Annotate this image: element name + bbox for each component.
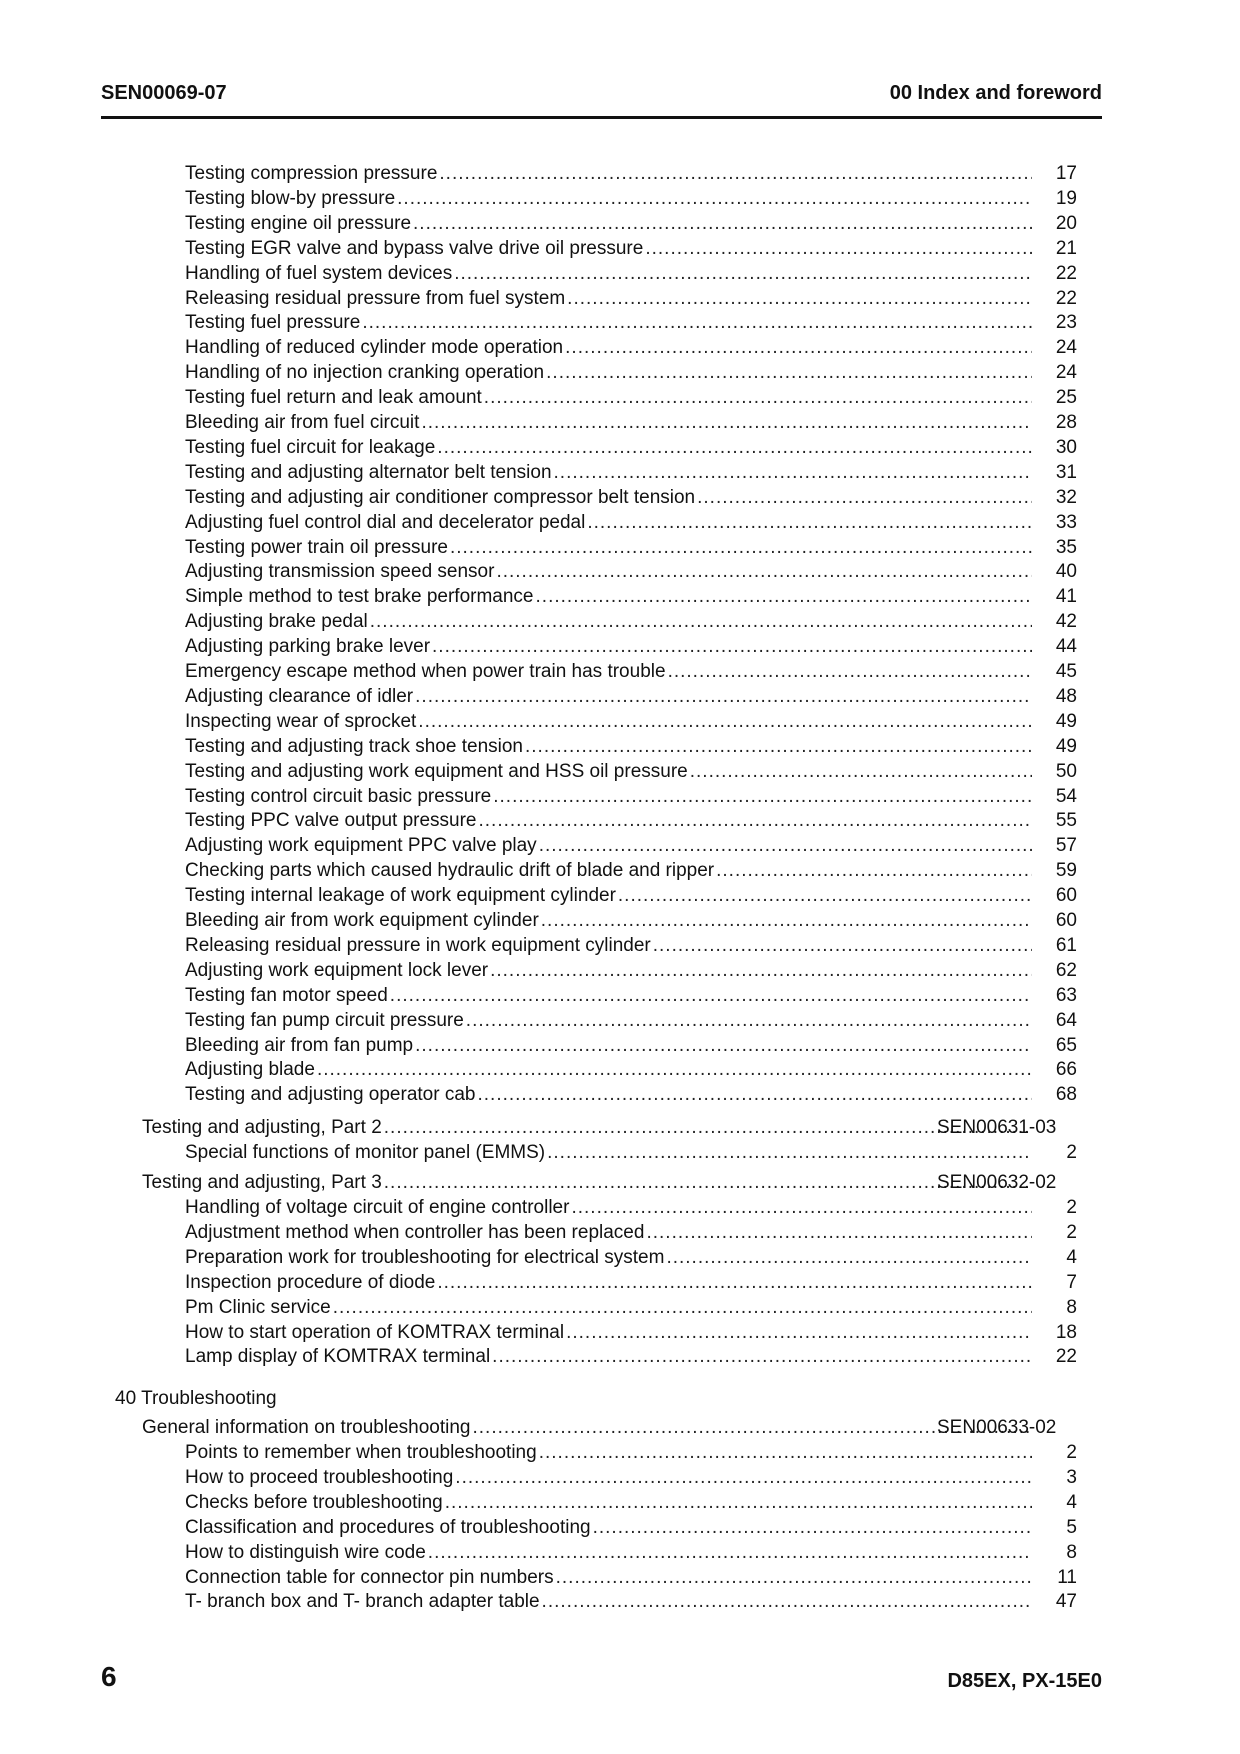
toc-entry-title: Testing internal leakage of work equipment cylinder	[185, 885, 616, 906]
dot-leader	[587, 511, 1032, 535]
toc-entry-page: 32	[1055, 487, 1077, 508]
toc-entry[interactable]	[185, 1491, 1034, 1515]
toc-entry[interactable]	[185, 1196, 1034, 1220]
toc-entry[interactable]	[185, 760, 1034, 784]
dot-leader	[547, 1141, 1032, 1165]
dot-leader	[397, 187, 1032, 211]
toc-entry-title: Special functions of monitor panel (EMMS)	[185, 1142, 546, 1163]
toc-entry-title: How to start operation of KOMTRAX terminal	[185, 1322, 565, 1343]
dot-leader	[477, 1083, 1032, 1107]
dot-leader	[697, 486, 1032, 510]
toc-entry-page: 47	[1055, 1591, 1077, 1612]
toc-entry-page: 49	[1055, 736, 1077, 757]
toc-entry-page: 18	[1055, 1322, 1077, 1343]
dot-leader	[525, 735, 1032, 759]
toc-entry-page: 11	[1057, 1567, 1077, 1588]
toc-part-entry-code: SEN00633-02	[937, 1417, 1057, 1438]
toc-entry-page: 25	[1055, 387, 1077, 408]
toc-entry-page: 21	[1055, 238, 1077, 259]
toc-entry[interactable]	[185, 262, 1034, 286]
toc-entry[interactable]	[185, 1034, 1034, 1058]
toc-entry-page: 23	[1055, 312, 1077, 333]
toc-entry-page: 22	[1055, 288, 1077, 309]
toc-entry-title: Adjusting work equipment PPC valve play	[185, 835, 537, 856]
toc-entry-title: Testing compression pressure	[185, 163, 438, 184]
toc-entry-title: Adjusting transmission speed sensor	[185, 561, 495, 582]
toc-entry-title: Testing fuel return and leak amount	[185, 387, 482, 408]
toc-entry-page: 20	[1055, 213, 1077, 234]
dot-leader	[454, 262, 1032, 286]
toc-entry-page: 4	[1066, 1492, 1077, 1513]
toc-entry-page: 2	[1066, 1442, 1077, 1463]
toc-entry-title: Testing fuel circuit for leakage	[185, 437, 436, 458]
toc-entry-page: 2	[1066, 1222, 1077, 1243]
toc-entry[interactable]	[185, 212, 1034, 236]
toc-entry-title: Testing and adjusting air conditioner compressor belt tension	[185, 487, 696, 508]
toc-entry[interactable]	[185, 486, 1034, 510]
document-code: SEN00069-07	[101, 82, 227, 104]
toc-entry-page: 41	[1055, 586, 1077, 607]
toc-entry-title: T- branch box and T- branch adapter table	[185, 1591, 540, 1612]
toc-entry[interactable]	[185, 1590, 1034, 1614]
toc-entry-title: Testing control circuit basic pressure	[185, 786, 492, 807]
toc-entry-page: 60	[1055, 885, 1077, 906]
dot-leader	[484, 386, 1032, 410]
toc-entry-title: Testing fuel pressure	[185, 312, 361, 333]
dot-leader	[479, 809, 1033, 833]
model-label: D85EX, PX-15E0	[947, 1670, 1102, 1692]
toc-entry-page: 28	[1055, 412, 1077, 433]
toc-entry-title: Bleeding air from fuel circuit	[185, 412, 420, 433]
toc-entry[interactable]	[185, 685, 1034, 709]
toc-entry-page: 22	[1055, 1346, 1077, 1367]
toc-entry[interactable]	[185, 834, 1034, 858]
dot-leader	[466, 1009, 1032, 1033]
toc-entry-page: 50	[1055, 761, 1077, 782]
toc-entry[interactable]	[185, 1296, 1034, 1320]
toc-part-entry[interactable]	[142, 1416, 1034, 1440]
toc-entry-page: 31	[1055, 462, 1077, 483]
toc-entry-title: Releasing residual pressure from fuel system	[185, 288, 566, 309]
dot-leader	[646, 1221, 1032, 1245]
dot-leader	[437, 1271, 1032, 1295]
toc-entry[interactable]	[185, 1221, 1034, 1245]
toc-entry[interactable]	[185, 1345, 1034, 1369]
dot-leader	[445, 1491, 1032, 1515]
toc-entry[interactable]	[185, 1246, 1034, 1270]
toc-entry-page: 44	[1055, 636, 1077, 657]
dot-leader	[362, 311, 1032, 335]
dot-leader	[716, 859, 1032, 883]
toc-entry[interactable]	[185, 287, 1034, 311]
dot-leader	[384, 1171, 1032, 1195]
toc-entry[interactable]	[185, 560, 1034, 584]
toc-part-entry-code: SEN00631-03	[937, 1117, 1057, 1138]
dot-leader	[496, 560, 1032, 584]
toc-entry-title: Emergency escape method when power train has trouble	[185, 661, 666, 682]
toc-entry-title: Pm Clinic service	[185, 1297, 331, 1318]
toc-entry-page: 22	[1055, 263, 1077, 284]
toc-entry-page: 65	[1055, 1035, 1077, 1056]
toc-entry-title: Releasing residual pressure in work equipment cylinder	[185, 935, 651, 956]
dot-leader	[565, 336, 1032, 360]
dot-leader	[413, 212, 1032, 236]
toc-entry-title: Testing and adjusting operator cab	[185, 1084, 476, 1105]
dot-leader	[618, 884, 1032, 908]
dot-leader	[653, 934, 1032, 958]
toc-entry-page: 60	[1055, 910, 1077, 931]
toc-entry-title: Testing fan pump circuit pressure	[185, 1010, 464, 1031]
dot-leader	[490, 959, 1032, 983]
dot-leader	[539, 1441, 1032, 1465]
dot-leader	[541, 909, 1032, 933]
dot-leader	[666, 1246, 1032, 1270]
toc-entry-title: Bleeding air from work equipment cylinder	[185, 910, 539, 931]
toc-entry[interactable]	[185, 237, 1034, 261]
toc-entry-title: How to distinguish wire code	[185, 1542, 426, 1563]
toc-entry[interactable]	[185, 809, 1034, 833]
toc-entry-title: Points to remember when troubleshooting	[185, 1442, 537, 1463]
toc-entry[interactable]	[185, 710, 1034, 734]
toc-part-entry[interactable]	[142, 1171, 1034, 1195]
toc-entry[interactable]	[185, 660, 1034, 684]
toc-entry-title: Adjusting clearance of idler	[185, 686, 414, 707]
toc-entry[interactable]	[185, 386, 1034, 410]
toc-entry[interactable]	[185, 311, 1034, 335]
toc-entry[interactable]	[185, 610, 1034, 634]
toc-entry[interactable]	[185, 1321, 1034, 1345]
dot-leader	[455, 1466, 1032, 1490]
dot-leader	[492, 1345, 1032, 1369]
toc-entry-page: 59	[1055, 860, 1077, 881]
dot-leader	[567, 287, 1032, 311]
header-rule	[101, 116, 1102, 119]
toc-entry-page: 3	[1066, 1467, 1077, 1488]
dot-leader	[542, 1590, 1032, 1614]
toc-entry-page: 45	[1055, 661, 1077, 682]
toc-entry-page: 64	[1055, 1010, 1077, 1031]
toc-entry[interactable]	[185, 1141, 1034, 1165]
toc-entry[interactable]	[185, 1466, 1034, 1490]
toc-entry-title: Adjusting blade	[185, 1059, 315, 1080]
toc-entry-title: Handling of fuel system devices	[185, 263, 453, 284]
toc-entry[interactable]	[185, 187, 1034, 211]
toc-entry[interactable]	[185, 1516, 1034, 1540]
dot-leader	[415, 685, 1032, 709]
dot-leader	[571, 1196, 1032, 1220]
toc-entry-page: 19	[1055, 188, 1077, 209]
toc-entry[interactable]	[185, 1083, 1034, 1107]
toc-entry-title: Connection table for connector pin numbers	[185, 1567, 554, 1588]
toc-entry-title: Adjusting parking brake lever	[185, 636, 431, 657]
toc-entry-page: 49	[1055, 711, 1077, 732]
toc-entry-title: Adjustment method when controller has been replaced	[185, 1222, 645, 1243]
toc-entry-title: Checking parts which caused hydraulic drift of blade and ripper	[185, 860, 715, 881]
dot-leader	[428, 1541, 1032, 1565]
dot-leader	[539, 834, 1032, 858]
toc-entry[interactable]	[185, 436, 1034, 460]
dot-leader	[317, 1058, 1032, 1082]
toc-entry-page: 35	[1055, 537, 1077, 558]
toc-entry-page: 61	[1055, 935, 1077, 956]
toc-entry[interactable]	[185, 536, 1034, 560]
toc-entry[interactable]	[185, 1271, 1034, 1295]
toc-entry-page: 2	[1066, 1197, 1077, 1218]
toc-entry-title: Testing PPC valve output pressure	[185, 810, 477, 831]
dot-leader	[593, 1516, 1032, 1540]
toc-entry-page: 24	[1055, 362, 1077, 383]
toc-part-entry[interactable]	[142, 1116, 1034, 1140]
toc-entry[interactable]	[185, 909, 1034, 933]
toc-entry[interactable]	[185, 336, 1034, 360]
toc-entry-page: 68	[1055, 1084, 1077, 1105]
toc-entry[interactable]	[185, 1009, 1034, 1033]
toc-entry-page: 55	[1055, 810, 1077, 831]
dot-leader	[418, 710, 1032, 734]
toc-entry-title: Adjusting brake pedal	[185, 611, 368, 632]
dot-leader	[437, 436, 1032, 460]
page-number: 6	[101, 1661, 117, 1692]
toc-entry[interactable]	[185, 411, 1034, 435]
toc-entry-title: Handling of voltage circuit of engine controller	[185, 1197, 570, 1218]
dot-leader	[493, 785, 1032, 809]
toc-entry-page: 8	[1066, 1542, 1077, 1563]
dot-leader	[645, 237, 1032, 261]
toc-entry-title: Adjusting work equipment lock lever	[185, 960, 489, 981]
dot-leader	[546, 361, 1032, 385]
toc-entry[interactable]	[185, 934, 1034, 958]
toc-entry-title: Testing EGR valve and bypass valve drive oil pressure	[185, 238, 644, 259]
toc-entry-page: 48	[1055, 686, 1077, 707]
toc-entry[interactable]	[185, 1541, 1034, 1565]
toc-entry-page: 54	[1055, 786, 1077, 807]
toc-entry-page: 2	[1066, 1142, 1077, 1163]
dot-leader	[556, 1566, 1032, 1590]
dot-leader	[370, 610, 1032, 634]
toc-entry-title: Bleeding air from fan pump	[185, 1035, 414, 1056]
toc-entry[interactable]	[185, 635, 1034, 659]
toc-part-entry-code: SEN00632-02	[937, 1172, 1057, 1193]
toc-entry[interactable]	[185, 984, 1034, 1008]
toc-entry-title: Testing and adjusting track shoe tension	[185, 736, 523, 757]
toc-part-entry-title: Testing and adjusting, Part 2	[142, 1117, 382, 1138]
dot-leader	[384, 1116, 1032, 1140]
toc-entry[interactable]	[185, 959, 1034, 983]
toc-part-entry-title: General information on troubleshooting	[142, 1417, 471, 1438]
toc-entry-page: 24	[1055, 337, 1077, 358]
toc-entry[interactable]	[185, 162, 1034, 186]
toc-entry-title: Adjusting fuel control dial and decelerator pedal	[185, 512, 586, 533]
dot-leader	[421, 411, 1032, 435]
toc-entry-page: 5	[1066, 1517, 1077, 1538]
toc-entry-title: Checks before troubleshooting	[185, 1492, 443, 1513]
toc-entry-page: 33	[1055, 512, 1077, 533]
toc-entry-page: 30	[1055, 437, 1077, 458]
toc-entry-title: Inspecting wear of sprocket	[185, 711, 417, 732]
toc-entry-page: 17	[1055, 163, 1077, 184]
section-header: 00 Index and foreword	[889, 82, 1102, 104]
toc-entry[interactable]	[185, 361, 1034, 385]
toc-entry-title: Testing fan motor speed	[185, 985, 388, 1006]
dot-leader	[415, 1034, 1032, 1058]
dot-leader	[390, 984, 1032, 1008]
toc-entry[interactable]	[185, 1441, 1034, 1465]
toc-entry-page: 66	[1055, 1059, 1077, 1080]
toc-entry-title: Handling of no injection cranking operation	[185, 362, 545, 383]
toc-entry-title: Testing engine oil pressure	[185, 213, 412, 234]
toc-entry-page: 40	[1055, 561, 1077, 582]
toc-entry-title: Lamp display of KOMTRAX terminal	[185, 1346, 491, 1367]
toc-entry-title: Handling of reduced cylinder mode operation	[185, 337, 564, 358]
toc-entry-title: Testing and adjusting alternator belt tension	[185, 462, 552, 483]
toc-entry-title: Inspection procedure of diode	[185, 1272, 436, 1293]
toc-entry[interactable]	[185, 859, 1034, 883]
toc-part-entry-title: Testing and adjusting, Part 3	[142, 1172, 382, 1193]
toc-entry-title: Preparation work for troubleshooting for electrical system	[185, 1247, 665, 1268]
toc-entry-title: How to proceed troubleshooting	[185, 1467, 454, 1488]
dot-leader	[333, 1296, 1032, 1320]
toc-entry-page: 8	[1066, 1297, 1077, 1318]
toc-entry-page: 63	[1055, 985, 1077, 1006]
toc-entry-title: Classification and procedures of troubleshooting	[185, 1517, 591, 1538]
dot-leader	[450, 536, 1032, 560]
toc-entry-page: 57	[1055, 835, 1077, 856]
toc-entry[interactable]	[185, 585, 1034, 609]
toc-entry[interactable]	[185, 511, 1034, 535]
toc-entry[interactable]	[185, 735, 1034, 759]
toc-entry[interactable]	[185, 1566, 1034, 1590]
toc-entry-page: 7	[1066, 1272, 1077, 1293]
toc-entry-page: 62	[1055, 960, 1077, 981]
toc-entry-page: 4	[1066, 1247, 1077, 1268]
toc-entry-title: Testing blow-by pressure	[185, 188, 396, 209]
dot-leader	[536, 585, 1032, 609]
toc-entry-title: Simple method to test brake performance	[185, 586, 534, 607]
dot-leader	[566, 1321, 1032, 1345]
section-title: 40 Troubleshooting	[115, 1388, 277, 1409]
toc-entry[interactable]	[185, 785, 1034, 809]
dot-leader	[554, 461, 1032, 485]
toc-entry-title: Testing power train oil pressure	[185, 537, 448, 558]
dot-leader	[690, 760, 1032, 784]
toc-entry[interactable]	[185, 461, 1034, 485]
dot-leader	[432, 635, 1032, 659]
toc-entry-title: Testing and adjusting work equipment and HSS oil pressure	[185, 761, 688, 782]
toc-entry[interactable]	[185, 1058, 1034, 1082]
toc-entry-page: 42	[1055, 611, 1077, 632]
dot-leader	[668, 660, 1032, 684]
dot-leader	[439, 162, 1032, 186]
toc-entry[interactable]	[185, 884, 1034, 908]
